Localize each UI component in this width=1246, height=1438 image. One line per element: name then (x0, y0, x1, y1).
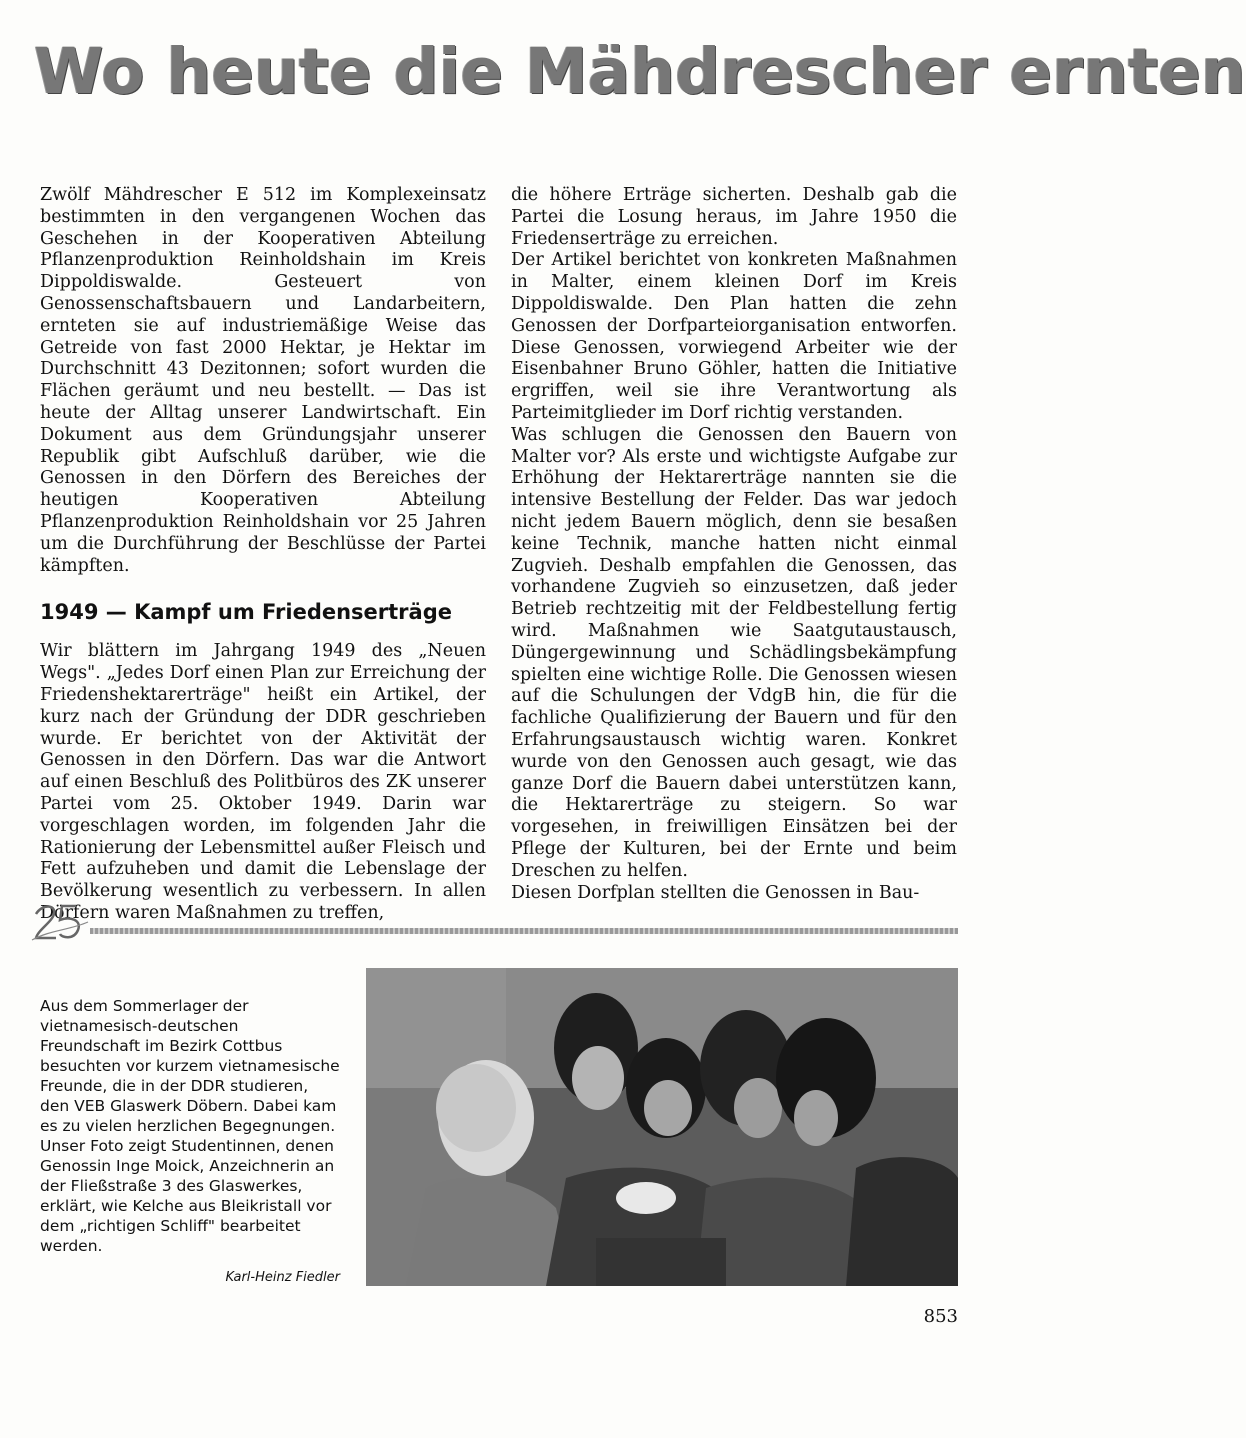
section-divider (90, 928, 958, 934)
body-paragraph-right-4: Diesen Dorfplan stellten die Genossen in Bau- (511, 882, 920, 903)
intro-paragraph: Zwölf Mähdrescher E 512 im Komplexeinsatz bestimmten in den vergangenen Wochen das Geschehen in der Kooperativen Abteilung Pflanzenproduktion Reinholdshain im Kreis Dippoldiswalde. Gesteuert von Genossenschaftsbauern und Landarbeitern, ernteten sie auf industriemäßige Weise das Getreide von fast 2000 Hektar, je Hektar im Durchschnitt 43 Dezitonnen; sofort wurden die Flächen geräumt und neu bestellt. — Das ist heute der Alltag unserer Landwirtschaft. Ein Dokument aus dem Gründungsjahr unserer Republik gibt Aufschluß darüber, wie die Genossen in den Dörfern des Bereiches der heutigen Kooperativen Abteilung Pflanzenproduktion Reinholdshain vor 25 Jahren um die Durchführung der Beschlüsse der Partei kämpften. (40, 185, 486, 576)
section-heading: 1949 — Kampf um Friedenserträge (40, 600, 452, 625)
body-paragraph-right-3: Was schlugen die Genossen den Bauern von Malter vor? Als erste und wichtigste Aufgabe zur Erhöhung der Hektarerträge nannten sie die intensive Bestellung der Felder. Das war jedoch nicht jedem Bauern möglich, denn sie besaßen keine Technik, manche hatten nicht einmal Zugvieh. Deshalb empfahlen die Genossen, das vorhandene Zugvieh so einzusetzen, daß jeder Betrieb rechtzeitig mit der Feldbestellung fertig wird. Maßnahmen wie Saatgutaustausch, Düngergewinnung und Schädlingsbekämpfung spielten eine wichtige Rolle. Die Genossen wiesen auf die Schulungen der VdgB hin, die für die fachliche Qualifizierung der Bauern und für den Erfahrungsaustausch wichtig waren. Konkret wurde von den Genossen auch gesagt, wie das ganze Dorf die Bauern dabei unterstützen kann, die Hektarerträge zu steigern. So war vorgesehen, in freiwilligen Einsätzen bei der Pflege der Kulturen, bei der Ernte und beim Dreschen zu helfen. (511, 424, 957, 881)
photo-credit: Karl-Heinz Fiedler (225, 1270, 340, 1285)
photo-caption: Aus dem Sommerlager der vietnamesisch-deutschen Freundschaft im Bezirk Cottbus besuchten vor kurzem vietnamesische Freunde, die in der DDR studieren, den VEB Glaswerk Döbern. Dabei kam es zu vielen herzlichen Begegnungen. Unser Foto zeigt Studentinnen, denen Genossin Inge Moick, Anzeichnerin an der Fließstraße 3 des Glaswerkes, erklärt, wie Kelche aus Bleikristall vor dem „richtigen Schliff" bearbeitet werden. (40, 997, 340, 1255)
left-column (40, 185, 486, 925)
news-photo (366, 968, 958, 1286)
body-paragraph-right-1: die höhere Erträge sicherten. Deshalb gab die Partei die Losung heraus, im Jahre 1950 die Friedenserträge zu erreichen. (511, 185, 957, 249)
headline: Wo heute die Mähdrescher ernten (34, 35, 1246, 108)
page-number: 853 (923, 1306, 958, 1327)
body-paragraph-right-2: Der Artikel berichtet von konkreten Maßnahmen in Malter, einem kleinen Dorf im Kreis Dippoldiswalde. Den Plan hatten die zehn Genossen der Dorfparteiorganisation entworfen. Diese Genossen, vorwiegend Arbeiter wie der Eisenbahner Bruno Göhler, hatten die Initiative ergriffen, weil sie ihre Verantwortung als Parteimitglieder im Dorf richtig verstanden. (511, 250, 957, 423)
right-column (511, 185, 957, 904)
body-paragraph-left: Wir blättern im Jahrgang 1949 des „Neuen Wegs". „Jedes Dorf einen Plan zur Erreichung der Friedenshektarerträge" heißt ein Artikel, der kurz nach der Gründung der DDR geschrieben wurde. Er berichtet von der Aktivität der Genossen in den Dörfern. Das war die Antwort auf einen Beschluß des Politbüros des ZK unserer Partei vom 25. Oktober 1949. Darin war vorgeschlagen worden, im folgenden Jahr die Rationierung der Lebensmittel außer Fleisch und Fett aufzuheben und damit die Lebenslage der Bevölkerung wesentlich zu verbessern. In allen Dörfern waren Maßnahmen zu treffen, (40, 641, 486, 923)
anniversary-25-logo (30, 900, 90, 944)
